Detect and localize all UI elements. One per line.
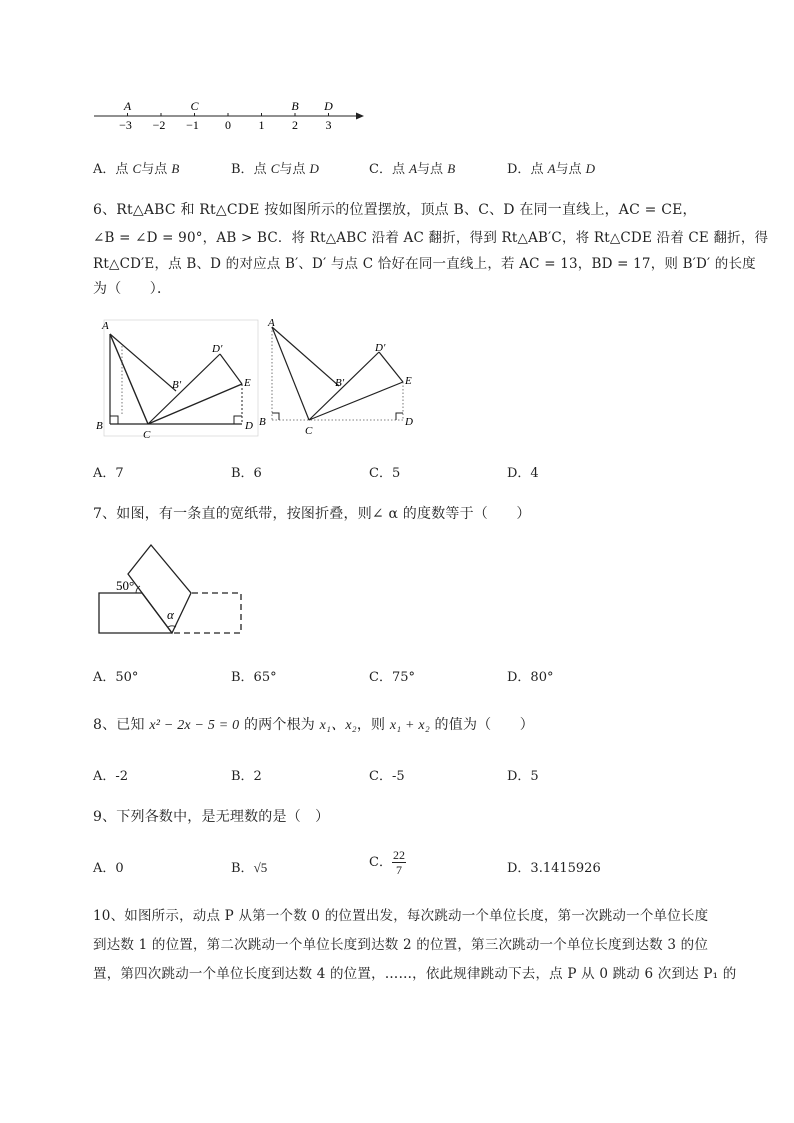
label-b-prime-2: B′ <box>335 377 345 389</box>
q6-stem-line2: ∠B = ∠D = 90°，AB > BC．将 Rt△ABC 沿着 AC 翻折，得到 Rt△AB′C，将 Rt△CDE 沿着 CE 翻折，得 <box>93 230 769 246</box>
q6-stem-line4: 为（ ）． <box>93 281 172 297</box>
number-line-arrow <box>356 113 364 120</box>
q8-option-b[interactable]: B．2 <box>231 769 262 784</box>
q9-option-d[interactable]: D．3.1415926 <box>507 861 601 876</box>
q5-option-b[interactable]: B．点 C与点 D <box>231 161 319 177</box>
q8-option-a[interactable]: A．-2 <box>93 769 129 784</box>
q10-stem-line3: 置，第四次跳动一个单位长度到达数 4 的位置，……，依此规律跳动下去，点 P 从 0 跳动 6 次到达 P₁ 的 <box>93 966 737 982</box>
q5-option-c[interactable]: C．点 A与点 B <box>369 161 456 177</box>
q6-option-a[interactable]: A．7 <box>93 466 124 481</box>
tick-label: 0 <box>225 118 231 132</box>
tick-label: 2 <box>292 118 298 132</box>
tick-label: −1 <box>186 118 199 132</box>
label-e-2: E <box>405 375 412 387</box>
tick-label: 1 <box>258 118 265 132</box>
q9-stem: 9、下列各数中，是无理数的是（ ） <box>93 809 330 825</box>
q5-option-d[interactable]: D．点 A与点 D <box>507 161 596 177</box>
q10-stem-line2: 到达数 1 的位置，第二次跳动一个单位长度到达数 2 的位置，第三次跳动一个单位长度到达数 3 的位 <box>93 937 709 953</box>
label-d-2: D <box>405 416 413 428</box>
tick-label: −3 <box>119 118 132 132</box>
q6-option-d[interactable]: D．4 <box>507 466 539 481</box>
q6-option-b[interactable]: B．6 <box>231 466 262 481</box>
tick-label: −2 <box>152 118 166 132</box>
label-b: B <box>96 420 103 432</box>
q7-figure <box>96 540 248 638</box>
alpha-label: α <box>167 607 174 622</box>
label-e: E <box>244 377 251 389</box>
point-label-b: B <box>291 99 299 113</box>
q8-option-d[interactable]: D．5 <box>507 769 539 784</box>
sqrt5: √5 <box>253 860 268 875</box>
q6-figure-left <box>92 316 262 444</box>
label-c-2: C <box>305 425 313 437</box>
q7-option-b[interactable]: B．65° <box>231 670 277 685</box>
label-d: D <box>245 420 253 432</box>
label-b-prime: B′ <box>172 379 182 391</box>
q9-option-a[interactable]: A．0 <box>93 861 124 876</box>
q5-option-a[interactable]: A．点 C与点 B <box>93 161 180 177</box>
label-a-2: A <box>268 317 275 329</box>
q8-stem: 8、已知 x² − 2x − 5 = 0 的两个根为 x₁、x₂，则 x₁ + x₂ 的值为（ ） <box>93 717 534 733</box>
q6-figure-right <box>255 314 430 438</box>
number-line <box>90 96 370 132</box>
q7-stem: 7、如图，有一条直的宽纸带，按图折叠，则∠ α 的度数等于（ ） <box>93 506 531 522</box>
tick-label: 3 <box>325 118 332 132</box>
label-b-2: B <box>259 416 266 428</box>
q6-option-c[interactable]: C．5 <box>369 466 401 481</box>
q7-option-c[interactable]: C．75° <box>369 670 415 685</box>
q6-stem-line3: Rt△CD′E，点 B、D 的对应点 B′、D′ 与点 C 恰好在同一直线上，若 AC = 13，BD = 17，则 B′D′ 的长度 <box>93 256 756 272</box>
label-c: C <box>143 429 151 441</box>
point-label-c: C <box>190 99 199 113</box>
q10-stem-line1: 10、如图所示，动点 P 从第一个数 0 的位置出发，每次跳动一个单位长度，第一次跳动一个单位长度 <box>93 908 709 924</box>
q9-option-c[interactable]: C． $\frac{22}{7}$ <box>369 848 405 877</box>
label-a: A <box>102 320 109 332</box>
fraction-22-7: $\frac{22}{7}$ <box>392 848 405 877</box>
angle-50-label: 50° <box>116 578 135 593</box>
label-d-prime-2: D′ <box>375 342 386 354</box>
q7-option-a[interactable]: A．50° <box>93 670 139 685</box>
q8-option-c[interactable]: C．-5 <box>369 769 405 784</box>
q7-option-d[interactable]: D．80° <box>507 670 554 685</box>
label-d-prime: D′ <box>212 343 223 355</box>
q9-option-b[interactable]: B．√5 <box>231 860 268 876</box>
point-label-a: A <box>123 99 132 113</box>
point-label-d: D <box>324 99 333 113</box>
q6-stem-line1: 6、Rt△ABC 和 Rt△CDE 按如图所示的位置摆放，顶点 B、C、D 在同一直线上，AC = CE， <box>93 202 697 218</box>
